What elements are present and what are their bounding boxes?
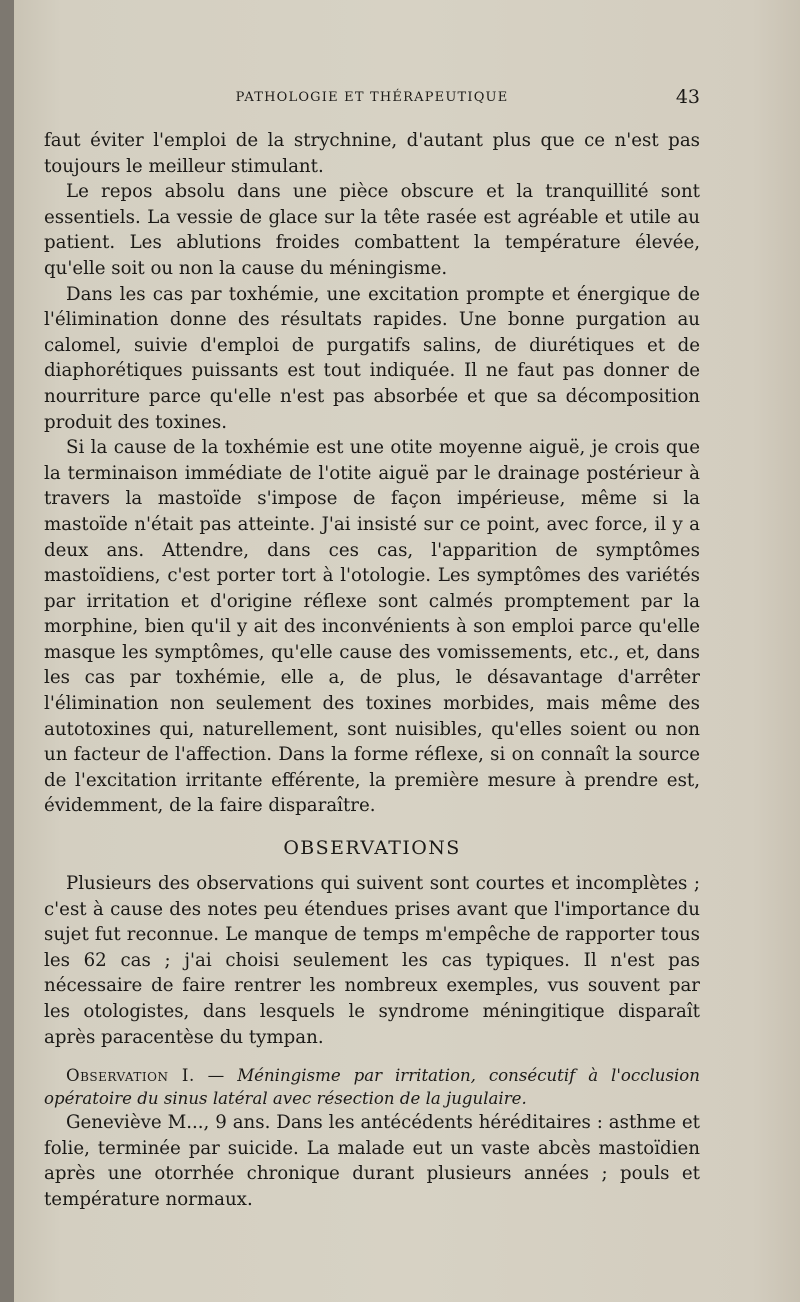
page-header [44, 86, 700, 112]
paragraph: Si la cause de la toxhémie est une otite moyenne aiguë, je crois que la terminaison immédiate de l'otite aiguë par le drainage postérieur à travers la mastoïde s'impose de façon impérieuse, même si la mastoïde n'était pas atteinte. J'ai insisté sur ce point, avec force, il y a deux ans. Attendre, dans ces cas, l'apparition de symptômes mastoïdiens, c'est porter tort à l'otologie. Les symptômes des variétés par irritation et d'origine réflexe sont calmés promptement par la morphine, bien qu'il y ait des inconvénients à son emploi parce qu'elle masque les symptômes, qu'elle cause des vomissements, etc., et, dans les cas par toxhémie, elle a, de plus, le désavantage d'arrêter l'élimination non seulement des toxines morbides, mais même des autotoxines qui, naturellement, sont nuisibles, qu'elles soient ou non un facteur de l'affection. Dans la forme réflexe, si on connaît la source de l'excitation irritante efférente, la première mesure à prendre est, évidemment, de la faire disparaître. [44, 437, 700, 817]
paragraph: Dans les cas par toxhémie, une excitation prompte et énergique de l'élimination donne des résultats rapides. Une bonne purgation au calomel, suivie d'emploi de purgatifs salins, de diurétiques et de diaphorétiques puissants est tout indiquée. Il ne faut pas donner de nourriture parce qu'elle n'est pas absorbée et que sa décomposition produit des toxines. [44, 283, 700, 433]
book-page [14, 0, 800, 1302]
observation-dash: — [194, 1066, 238, 1086]
paragraph: Le repos absolu dans une pièce obscure et la tranquillité sont essentiels. La vessie de glace sur la tête rasée est agréable et utile au patient. Les ablutions froides combattent la température élevée, qu'elle soit ou non la cause du méningisme. [44, 181, 700, 279]
page-number: 43 [675, 86, 700, 108]
paragraph: faut éviter l'emploi de la strychnine, d'autant plus que ce n'est pas toujours le meilleur stimulant. [44, 130, 700, 177]
section-heading: OBSERVATIONS [283, 837, 461, 860]
observation-body: Geneviève M..., 9 ans. Dans les antécédents héréditaires : asthme et folie, terminée par suicide. La malade eut un vaste abcès mastoïdien après une otorrhée chronique durant plusieurs années ; pouls et température normaux. [44, 1112, 700, 1210]
observation-heading [44, 1064, 700, 1110]
observation-title: Méningisme par irritation, consécutif à l'occlusion opératoire du sinus latéral avec résection de la jugulaire. [44, 1066, 700, 1109]
body-text [44, 128, 700, 1213]
running-title: PATHOLOGIE ET THÉRAPEUTIQUE [235, 90, 509, 105]
observation-label: Observation I. [66, 1066, 195, 1086]
paragraph: Plusieurs des observations qui suivent sont courtes et incomplètes ; c'est à cause des notes peu étendues prises avant que l'importance du sujet fut reconnue. Le manque de temps m'empêche de rapporter tous les 62 cas ; j'ai choisi seulement les cas typiques. Il n'est pas nécessaire de faire rentrer les nombreux exemples, vus souvent par les otologistes, dans lesquels le syndrome méningitique disparaît après paracentèse du tympan. [44, 873, 700, 1048]
